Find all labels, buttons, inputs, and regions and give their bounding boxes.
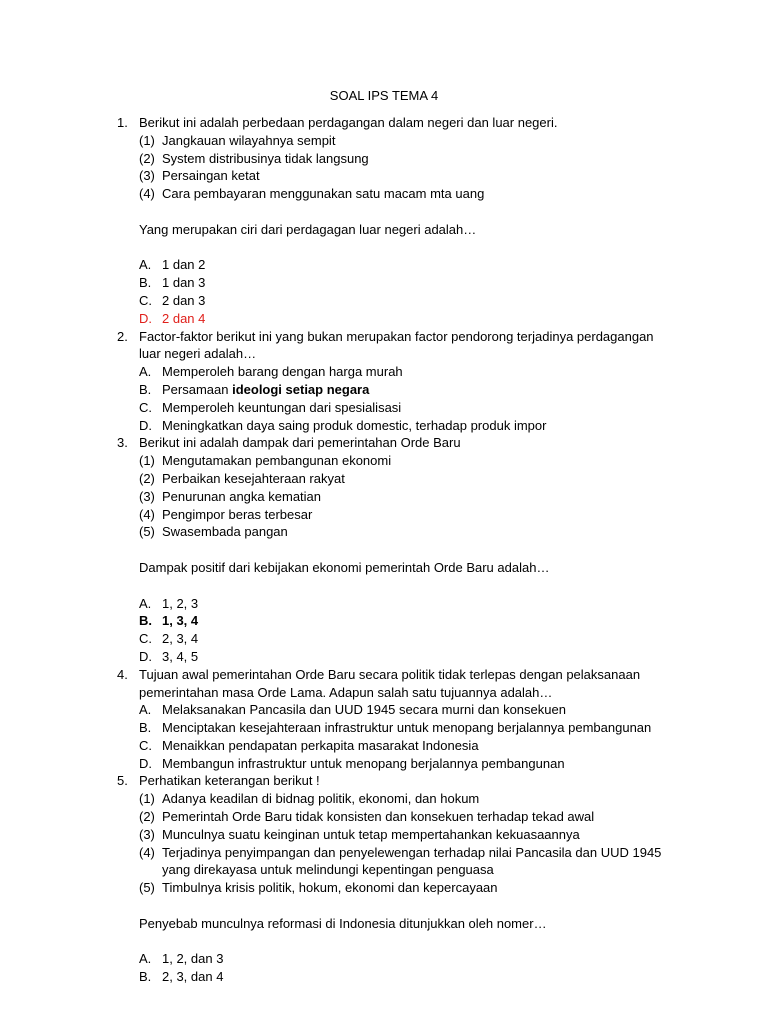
option-text: 1, 2, dan 3 (162, 951, 224, 967)
question-stem: Tujuan awal pemerintahan Orde Baru secara politik tidak terlepas dengan pelaksanaan pemerintahan masa Orde Lama. Adapun salah satu tujuannya adalah… (139, 666, 641, 700)
statement-marker: (3) (139, 168, 155, 184)
option-text: 1 dan 3 (162, 275, 206, 291)
option-marker: D. (139, 417, 152, 433)
statement-text: Timbulnya krisis politik, hokum, ekonomi dan kepercayaan (162, 880, 498, 896)
answer-option (139, 755, 677, 773)
statement-text: Swasembada pangan (162, 524, 288, 540)
option-marker: D. (139, 755, 152, 771)
statement-text: Cara pembayaran menggunakan satu macam mta uang (162, 186, 485, 202)
statement-marker: (5) (139, 880, 155, 896)
option-text: Menciptakan kesejahteraan infrastruktur untuk menopang berjalannya pembangunan (162, 720, 652, 736)
statement-marker: (3) (139, 488, 155, 504)
question-list (117, 114, 677, 986)
statement-marker: (4) (139, 844, 155, 860)
question-stem: Berikut ini adalah perbedaan perdagangan dalam negeri dan luar negeri. (139, 115, 558, 130)
statement-item (139, 452, 677, 470)
statement-item (139, 167, 677, 185)
statement-marker: (4) (139, 186, 155, 202)
question-prompt: Dampak positif dari kebijakan ekonomi pemerintah Orde Baru adalah… (139, 559, 550, 575)
option-marker: A. (139, 364, 152, 380)
option-text: Persamaan (162, 381, 233, 397)
statement-item (139, 132, 677, 150)
option-text: Menaikkan pendapatan perkapita masarakat Indonesia (162, 737, 479, 753)
option-marker: B. (139, 275, 152, 291)
statement-item (139, 826, 677, 844)
question-prompt: Penyebab munculnya reformasi di Indonesia ditunjukkan oleh nomer… (139, 915, 547, 931)
statement-text: Terjadinya penyimpangan dan penyelewengan terhadap nilai Pancasila dan UUD 1945 yang direkayasa untuk melindungi kepentingan penguasa (162, 844, 662, 878)
statement-item (139, 150, 677, 168)
statement-marker: (5) (139, 524, 155, 540)
option-text: 2 dan 4 (162, 310, 206, 326)
question-5 (117, 772, 677, 986)
option-text: 1, 2, 3 (162, 595, 199, 611)
option-text: Memperoleh keuntungan dari spesialisasi (162, 399, 402, 415)
option-marker: B. (139, 613, 152, 629)
statement-text: Adanya keadilan di bidnag politik, ekonomi, dan hokum (162, 791, 480, 807)
answer-option (139, 701, 677, 719)
statement-item (139, 488, 677, 506)
statement-text: Perbaikan kesejahteraan rakyat (162, 470, 345, 486)
statement-marker: (4) (139, 506, 155, 522)
option-marker: B. (139, 969, 152, 985)
answer-option (139, 274, 677, 292)
answer-option-highlighted (139, 310, 677, 328)
statement-text: Munculnya suatu keinginan untuk tetap mempertahankan kekuasaannya (162, 826, 580, 842)
statement-text: Penurunan angka kematian (162, 488, 322, 504)
question-number: 2. (117, 328, 128, 344)
answer-option (139, 595, 677, 613)
option-marker: A. (139, 257, 152, 273)
answer-option (139, 719, 677, 737)
option-text: Memperoleh barang dengan harga murah (162, 364, 403, 380)
statement-marker: (2) (139, 150, 155, 166)
statement-text: Pengimpor beras terbesar (162, 506, 313, 522)
answer-option (139, 737, 677, 755)
option-text: Meningkatkan daya saing produk domestic, terhadap produk impor (162, 417, 547, 433)
option-text-bold: ideologi setiap negara (232, 381, 370, 397)
option-text: 2, 3, 4 (162, 631, 199, 647)
option-text: 1 dan 2 (162, 257, 206, 273)
statement-text: Jangkauan wilayahnya sempit (162, 132, 336, 148)
option-text: Melaksanakan Pancasila dan UUD 1945 secara murni dan konsekuen (162, 702, 566, 718)
option-marker: D. (139, 310, 152, 326)
statement-marker: (3) (139, 826, 155, 842)
statement-marker: (1) (139, 791, 155, 807)
document-title: SOAL IPS TEMA 4 (329, 88, 439, 103)
question-stem: Berikut ini adalah dampak dari pemerintahan Orde Baru (139, 435, 461, 451)
option-text: 2 dan 3 (162, 292, 206, 308)
question-2 (117, 328, 677, 435)
option-marker: B. (139, 381, 152, 397)
question-stem: Perhatikan keterangan berikut ! (139, 773, 320, 789)
statement-text: Mengutamakan pembangunan ekonomi (162, 453, 392, 469)
option-marker: A. (139, 702, 152, 718)
question-3 (117, 434, 677, 665)
answer-option (139, 648, 677, 666)
answer-option (139, 968, 677, 986)
answer-option (139, 292, 677, 310)
option-marker: A. (139, 595, 152, 611)
statement-text: Persaingan ketat (162, 168, 260, 184)
statement-item (139, 523, 677, 541)
statement-marker: (1) (139, 132, 155, 148)
option-marker: C. (139, 631, 152, 647)
answer-option (139, 630, 677, 648)
option-marker: C. (139, 399, 152, 415)
statement-item (139, 844, 677, 880)
option-marker: B. (139, 720, 152, 736)
option-marker: C. (139, 737, 152, 753)
statement-marker: (2) (139, 470, 155, 486)
option-text: Membangun infrastruktur untuk menopang berjalannya pembangunan (162, 755, 565, 771)
statement-marker: (1) (139, 453, 155, 469)
answer-option (139, 950, 677, 968)
statement-text: System distribusinya tidak langsung (162, 150, 369, 166)
question-1 (117, 114, 677, 328)
statement-item (139, 506, 677, 524)
statement-item (139, 470, 677, 488)
question-number: 1. (117, 115, 128, 130)
answer-option (139, 399, 677, 417)
statement-item (139, 790, 677, 808)
option-marker: A. (139, 951, 152, 967)
answer-option (139, 381, 677, 399)
answer-option (139, 256, 677, 274)
statement-marker: (2) (139, 809, 155, 825)
statement-text: Pemerintah Orde Baru tidak konsisten dan konsekuen terhadap tekad awal (162, 809, 595, 825)
answer-option (139, 363, 677, 381)
answer-option-highlighted (139, 612, 677, 630)
option-text: 1, 3, 4 (162, 613, 199, 629)
question-number: 4. (117, 666, 128, 682)
statement-item (139, 808, 677, 826)
answer-option (139, 417, 677, 435)
question-number: 5. (117, 773, 128, 789)
question-4 (117, 666, 677, 773)
option-text: 3, 4, 5 (162, 648, 199, 664)
question-prompt: Yang merupakan ciri dari perdagagan luar negeri adalah… (139, 221, 477, 237)
option-marker: C. (139, 292, 152, 308)
option-marker: D. (139, 648, 152, 664)
question-stem: Factor-faktor berikut ini yang bukan merupakan factor pendorong terjadinya perdagangan luar negeri adalah… (139, 328, 654, 362)
option-text: 2, 3, dan 4 (162, 969, 224, 985)
statement-item (139, 185, 677, 203)
statement-item (139, 879, 677, 897)
question-number: 3. (117, 435, 128, 451)
